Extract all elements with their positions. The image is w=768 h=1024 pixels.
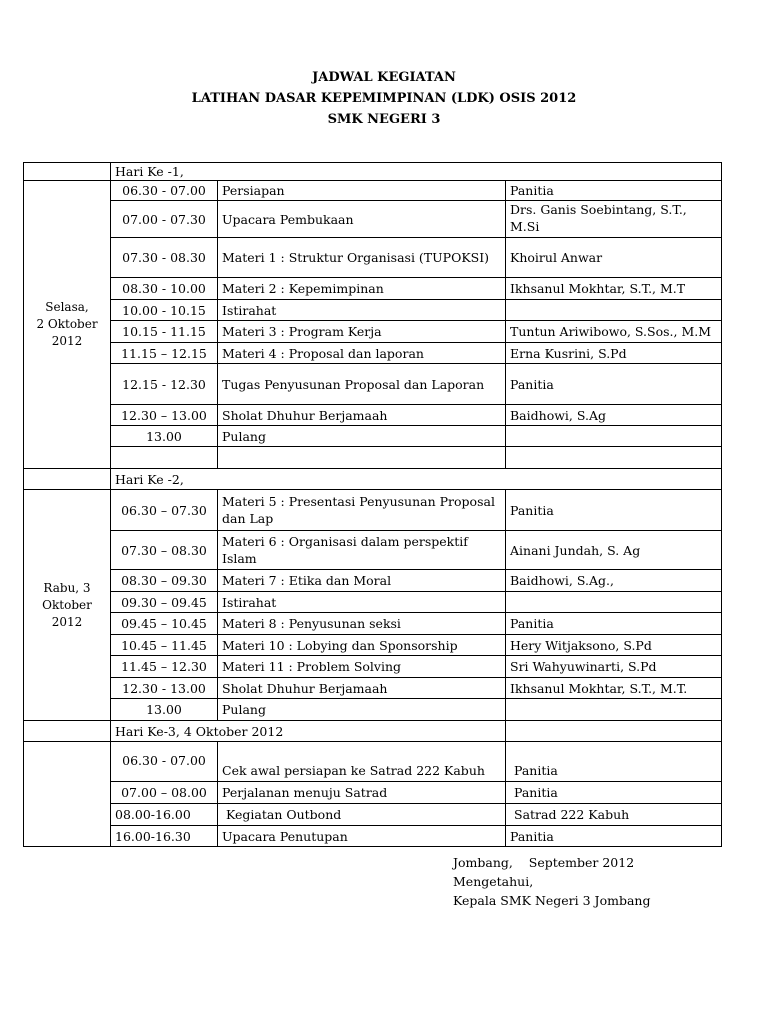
time-cell: 08.30 – 09.30 xyxy=(111,570,218,592)
activity-cell: Istirahat xyxy=(218,300,506,321)
time-cell: 06.30 – 07.30 xyxy=(111,490,218,531)
day-label-line: Oktober 2012 xyxy=(42,597,92,629)
table-row xyxy=(24,804,722,826)
pic-cell: Sri Wahyuwinarti, S.Pd xyxy=(506,656,722,678)
day-heading-row xyxy=(24,721,722,742)
time-cell: 12.30 - 13.00 xyxy=(111,678,218,699)
table-row xyxy=(24,181,722,201)
signature-block xyxy=(453,853,650,910)
table-row xyxy=(24,826,722,847)
activity-cell: Perjalanan menuju Satrad xyxy=(218,782,506,804)
time-cell: 07.00 – 08.00 xyxy=(111,782,218,804)
time-cell: 11.45 – 12.30 xyxy=(111,656,218,678)
activity-cell: Istirahat xyxy=(218,592,506,613)
time-cell: 10.15 - 11.15 xyxy=(111,321,218,343)
pic-cell xyxy=(506,699,722,721)
table-row xyxy=(24,238,722,278)
pic-cell: Panitia xyxy=(506,490,722,531)
table-row xyxy=(24,343,722,364)
time-cell: 10.00 - 10.15 xyxy=(111,300,218,321)
pic-cell: Baidhowi, S.Ag., xyxy=(506,570,722,592)
table-row xyxy=(24,742,722,782)
day-cell-empty xyxy=(24,721,111,742)
pic-cell: Drs. Ganis Soebintang, S.T., M.Si xyxy=(506,201,722,238)
activity-cell xyxy=(218,447,506,469)
table-row xyxy=(24,570,722,592)
day-heading: Hari Ke-3, 4 Oktober 2012 xyxy=(111,721,506,742)
school-name: SMK NEGERI 3 xyxy=(327,112,441,127)
table-row xyxy=(24,592,722,613)
time-cell: 07.30 - 08.30 xyxy=(111,238,218,278)
day-heading: Hari Ke -2, xyxy=(111,469,722,490)
table-row xyxy=(24,782,722,804)
acknowledged-label: Mengetahui, xyxy=(453,874,534,889)
time-cell: 06.30 - 07.00 xyxy=(111,181,218,201)
time-cell: 08.30 - 10.00 xyxy=(111,278,218,300)
table-row xyxy=(24,300,722,321)
activity-cell: Materi 7 : Etika dan Moral xyxy=(218,570,506,592)
pic-cell xyxy=(506,426,722,447)
activity-cell: Pulang xyxy=(218,426,506,447)
activity-cell: Materi 5 : Presentasi Penyusunan Proposal dan Lap xyxy=(218,490,506,531)
place-date: Jombang, September 2012 xyxy=(453,855,635,870)
time-cell xyxy=(111,447,218,469)
day-label-line: 2012 xyxy=(51,334,83,348)
activity-cell: Materi 2 : Kepemimpinan xyxy=(218,278,506,300)
pic-cell: Ikhsanul Mokhtar, S.T., M.T. xyxy=(506,678,722,699)
signatory-position: Kepala SMK Negeri 3 Jombang xyxy=(453,893,651,908)
time-cell: 07.00 - 07.30 xyxy=(111,201,218,238)
time-cell: 06.30 - 07.00 xyxy=(111,742,218,782)
time-cell: 12.30 – 13.00 xyxy=(111,405,218,426)
activity-cell: Persiapan xyxy=(218,181,506,201)
activity-cell: Materi 3 : Program Kerja xyxy=(218,321,506,343)
doc-title: JADWAL KEGIATAN xyxy=(312,70,456,85)
time-cell: 09.30 – 09.45 xyxy=(111,592,218,613)
pic-cell xyxy=(506,721,722,742)
table-row xyxy=(24,699,722,721)
time-cell: 07.30 – 08.30 xyxy=(111,531,218,570)
day-cell-empty xyxy=(24,163,111,181)
schedule-table xyxy=(23,162,722,847)
activity-cell: Materi 4 : Proposal dan laporan xyxy=(218,343,506,364)
day-label-line: 2 Oktober xyxy=(36,317,98,331)
table-row xyxy=(24,405,722,426)
pic-cell: Erna Kusrini, S.Pd xyxy=(506,343,722,364)
time-cell: 13.00 xyxy=(111,699,218,721)
table-row xyxy=(24,613,722,635)
day-heading-row xyxy=(24,163,722,181)
activity-cell: Materi 10 : Lobying dan Sponsorship xyxy=(218,635,506,656)
pic-cell: Ikhsanul Mokhtar, S.T., M.T xyxy=(506,278,722,300)
pic-cell: Panitia xyxy=(506,364,722,405)
table-row xyxy=(24,656,722,678)
table-row xyxy=(24,426,722,447)
table-row xyxy=(24,364,722,405)
pic-cell xyxy=(506,300,722,321)
day-label xyxy=(24,742,111,847)
table-row xyxy=(24,531,722,570)
activity-cell: Upacara Pembukaan xyxy=(218,201,506,238)
doc-subtitle: LATIHAN DASAR KEPEMIMPINAN (LDK) OSIS 2012 xyxy=(191,91,577,106)
time-cell: 10.45 – 11.45 xyxy=(111,635,218,656)
table-row xyxy=(24,201,722,238)
activity-cell: Materi 8 : Penyusunan seksi xyxy=(218,613,506,635)
table-row xyxy=(24,447,722,469)
day-heading-row xyxy=(24,469,722,490)
pic-cell xyxy=(506,592,722,613)
activity-cell: Materi 11 : Problem Solving xyxy=(218,656,506,678)
activity-cell: Materi 1 : Struktur Organisasi (TUPOKSI) xyxy=(218,238,506,278)
pic-cell: Panitia xyxy=(506,826,722,847)
activity-cell: Pulang xyxy=(218,699,506,721)
activity-cell: Kegiatan Outbond xyxy=(218,804,506,826)
day-label-line: Rabu, 3 xyxy=(43,580,91,595)
day-label xyxy=(24,490,111,721)
table-row xyxy=(24,678,722,699)
pic-cell: Ainani Jundah, S. Ag xyxy=(506,531,722,570)
time-cell: 08.00-16.00 xyxy=(111,804,218,826)
time-cell: 09.45 – 10.45 xyxy=(111,613,218,635)
activity-cell: Cek awal persiapan ke Satrad 222 Kabuh xyxy=(218,742,506,782)
pic-cell: Baidhowi, S.Ag xyxy=(506,405,722,426)
time-cell: 16.00-16.30 xyxy=(111,826,218,847)
day-label xyxy=(24,181,111,469)
day-label-line: Selasa, xyxy=(45,300,89,314)
activity-cell: Sholat Dhuhur Berjamaah xyxy=(218,678,506,699)
pic-cell: Panitia xyxy=(506,742,722,782)
pic-cell: Panitia xyxy=(506,181,722,201)
table-row xyxy=(24,490,722,531)
table-row xyxy=(24,278,722,300)
pic-cell: Hery Witjaksono, S.Pd xyxy=(506,635,722,656)
pic-cell: Tuntun Ariwibowo, S.Sos., M.M xyxy=(506,321,722,343)
activity-cell: Tugas Penyusunan Proposal dan Laporan xyxy=(218,364,506,405)
time-cell: 12.15 - 12.30 xyxy=(111,364,218,405)
activity-cell: Sholat Dhuhur Berjamaah xyxy=(218,405,506,426)
activity-cell: Materi 6 : Organisasi dalam perspektif Islam xyxy=(218,531,506,570)
time-cell: 11.15 – 12.15 xyxy=(111,343,218,364)
table-row xyxy=(24,321,722,343)
pic-cell xyxy=(506,447,722,469)
activity-cell: Upacara Penutupan xyxy=(218,826,506,847)
pic-cell: Panitia xyxy=(506,782,722,804)
day-heading: Hari Ke -1, xyxy=(111,163,722,181)
time-cell: 13.00 xyxy=(111,426,218,447)
pic-cell: Khoirul Anwar xyxy=(506,238,722,278)
table-row xyxy=(24,635,722,656)
pic-cell: Satrad 222 Kabuh xyxy=(506,804,722,826)
pic-cell: Panitia xyxy=(506,613,722,635)
day-cell-empty xyxy=(24,469,111,490)
